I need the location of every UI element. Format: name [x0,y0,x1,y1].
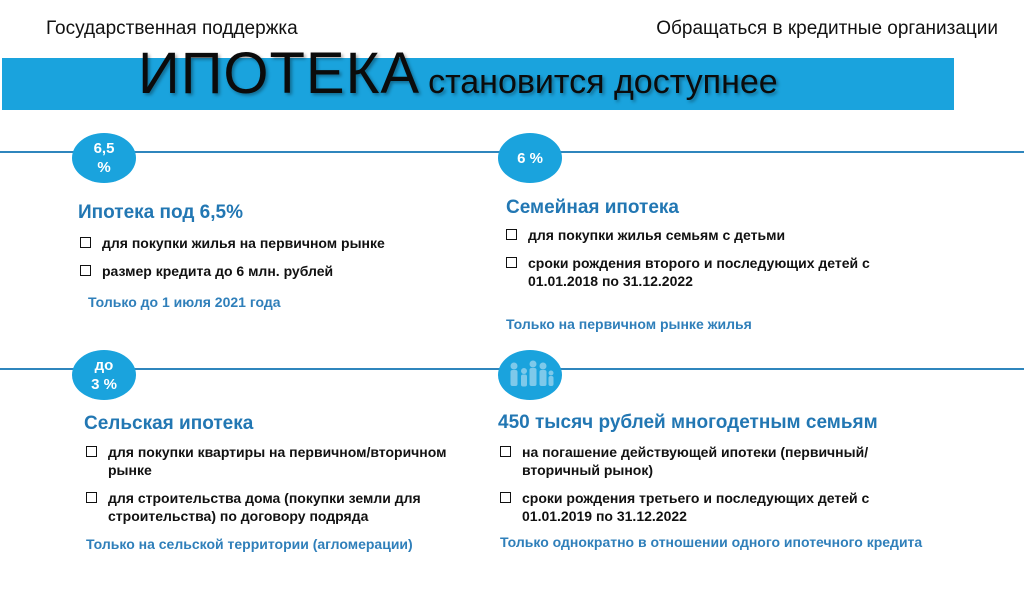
list-item-text: на погашение действующей ипотеки (первичный/вторичный рынок) [522,444,869,478]
page-title [138,40,778,107]
list-item [504,226,924,244]
title-main: ИПОТЕКА [138,41,421,106]
checkbox-icon [506,229,517,240]
rate-badge-6-5 [72,133,136,183]
section-title-large-families: 450 тысяч рублей многодетным семьям [498,412,878,433]
list-item-text: для покупки квартиры на первичном/вторичном рынке [108,444,447,478]
list-item-text: для покупки жилья на первичном рынке [102,235,385,251]
list-item [498,443,928,479]
header-left-text: Государственная поддержка [46,18,298,39]
checkbox-icon [80,237,91,248]
badge-line-1: до [94,357,114,374]
section-list-rural-mortgage [84,443,476,535]
list-item [498,489,928,525]
section-note-mortgage-6-5: Только до 1 июля 2021 года [88,294,281,310]
checkbox-icon [506,257,517,268]
family-badge [498,350,562,400]
section-title-mortgage-6-5: Ипотека под 6,5% [78,202,243,223]
section-title-family-mortgage: Семейная ипотека [506,197,679,218]
badge-line-1: 6 % [517,149,543,167]
section-list-mortgage-6-5 [78,234,458,290]
section-note-family-mortgage: Только на первичном рынке жилья [506,316,752,332]
list-item-text: сроки рождения второго и последующих детей с 01.01.2018 по 31.12.2022 [528,255,870,289]
header-right-text: Обращаться в кредитные организации [656,18,998,39]
badge-line-2: % [97,159,111,176]
rate-badge-6 [498,133,562,183]
section-title-rural-mortgage: Сельская ипотека [84,413,254,434]
badge-line-1: 6,5 [93,140,115,157]
list-item [78,234,458,252]
list-item-text: для строительства дома (покупки земли для строительства) по договору подряда [108,490,421,524]
rate-badge-up-to-3 [72,350,136,400]
list-item-text: размер кредита до 6 млн. рублей [102,263,334,279]
list-item [84,443,476,479]
family-icon [503,355,557,395]
list-item-text: для покупки жилья семьям с детьми [528,227,786,243]
section-note-large-families: Только однократно в отношении одного ипотечного кредита [500,534,923,550]
section-list-large-families [498,443,928,535]
title-sub: становится доступнее [428,63,778,101]
checkbox-icon [500,492,511,503]
checkbox-icon [86,492,97,503]
section-list-family-mortgage [504,226,924,300]
list-item [84,489,476,525]
checkbox-icon [86,446,97,457]
section-note-rural-mortgage: Только на сельской территории (агломерации) [86,536,413,552]
checkbox-icon [80,265,91,276]
list-item [504,254,924,290]
badge-line-2: 3 % [91,376,117,393]
checkbox-icon [500,446,511,457]
list-item [78,262,458,280]
list-item-text: сроки рождения третьего и последующих детей с 01.01.2019 по 31.12.2022 [522,490,870,524]
